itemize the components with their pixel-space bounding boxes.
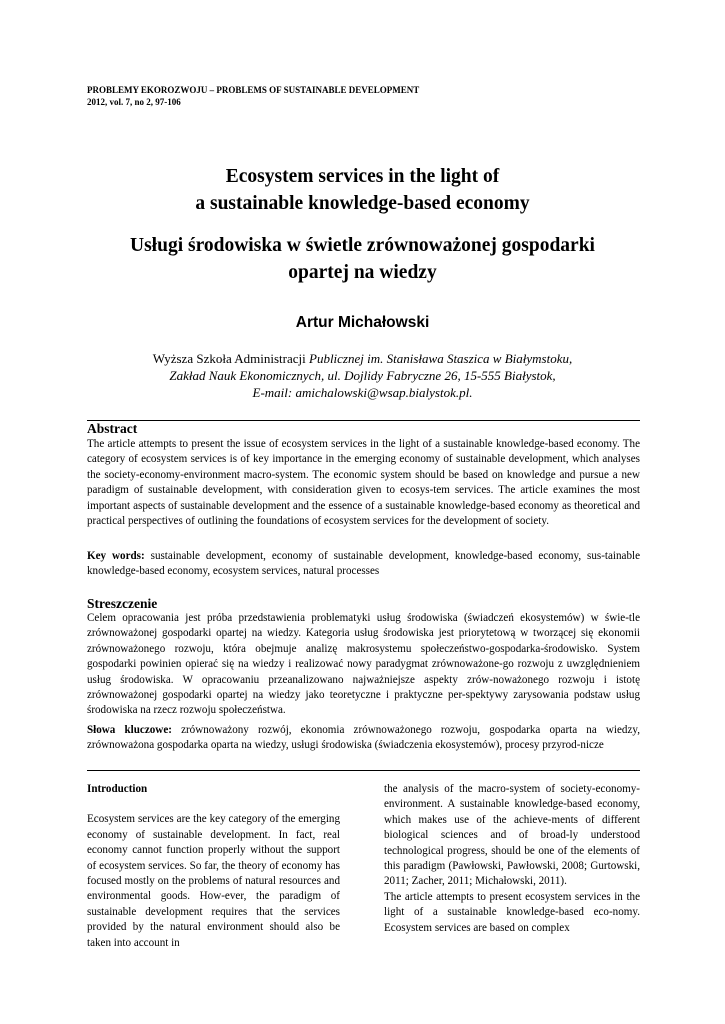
journal-name: PROBLEMY EKOROZWOJU – PROBLEMS OF SUSTAINABLE DEVELOPMENT bbox=[87, 85, 420, 95]
affiliation bbox=[0, 350, 725, 401]
divider bbox=[87, 420, 640, 421]
affiliation-line1-normal: Wyższa Szkoła Administracji bbox=[152, 351, 309, 366]
introduction-heading: Introduction bbox=[87, 783, 148, 795]
title-english-line2: a sustainable knowledge-based economy bbox=[195, 193, 530, 214]
keywords-label-pl: Słowa kluczowe: bbox=[87, 724, 172, 736]
divider bbox=[87, 770, 640, 771]
abstract-text: The article attempts to present the issue of ecosystem services in the light of a sustainable knowledge-based economy. The category of ecosystem services is of key importance in the emerging economy of sustainable development, which analyses the society-economy-environment macro-system. The economic system should be based on knowledge and pursue a new paradigm of sustainable development, with consideration given to ecosys-tem services. The article examines the most important aspects of sustainable development and the essence of a sustainable knowledge-based economy as theoretical and practical perspectives of outlining the foundations of ecosystem services for the development of society. bbox=[87, 438, 640, 528]
keywords-label: Key words: bbox=[87, 550, 145, 562]
keywords-text-pl: zrównoważony rozwój, ekonomia zrównoważonego rozwoju, gospodarka oparta na wiedzy, zrównoważona gospodarka oparta na wiedzy, usługi środowiska (świadczenia ekosystemów), procesy przyrod-nicze bbox=[87, 724, 640, 752]
title-polish bbox=[0, 232, 725, 286]
keywords-text: sustainable development, economy of sustainable development, knowledge-based economy, sus-tainable knowledge-based economy, ecosystem services, natural processes bbox=[87, 550, 641, 578]
streszczenie-heading: Streszczenie bbox=[87, 596, 158, 611]
intro-paragraph-3: The article attempts to present ecosystem services in the light of a sustainable knowledge-based eco-nomy. Ecosystem services are based on complex bbox=[384, 890, 640, 934]
title-english bbox=[0, 163, 725, 217]
affiliation-line2: Zakład Nauk Ekonomicznych, ul. Dojlidy Fabryczne 26, 15-555 Białystok, bbox=[169, 368, 556, 383]
journal-issue: 2012, vol. 7, no 2, 97-106 bbox=[87, 97, 181, 107]
journal-header bbox=[87, 84, 419, 108]
affiliation-email: E-mail: amichalowski@wsap.bialystok.pl. bbox=[252, 385, 473, 400]
affiliation-line1 bbox=[0, 350, 725, 367]
abstract-keywords bbox=[87, 549, 640, 580]
streszczenie-keywords bbox=[87, 723, 640, 754]
intro-paragraph-1: Ecosystem services are the key category of the emerging economy of sustainable development. In fact, real economy cannot function properly without the support of ecosystem services. So far, the theory of economy has focused mostly on the problems of natural resources and environmental goods. How-ever, the paradigm of sustainable development requires that the services provided by the natural environment should also be taken into account in bbox=[87, 813, 340, 949]
abstract-heading: Abstract bbox=[87, 421, 138, 436]
streszczenie-text: Celem opracowania jest próba przedstawienia problematyki usług środowiska (świadczeń ekosystemów) w świe-tle zrównoważonej gospodarki opartej na wiedzy. Kategoria usług środowiska jest priorytetową w tworzącej się ekonomii zrównoważonego rozwoju, która obejmuje analizę makrosystemu społeczeństwo-gospodarka-środowisko. System gospodarki powinien opierać się na wiedzy i realizować nowy paradygmat zrównoważone-go rozwoju z uwzględnieniem usług środowiska. W opracowaniu przeanalizowano najważniejsze aspekty zrów-noważonego rozwoju i istotę zrównoważonej gospodarki opartej na wiedzy jako teoretyczne i praktyczne per-spektywy zarysowania podstaw usług środowiska na rzecz rozwoju społeczeństwa. bbox=[87, 612, 640, 717]
title-polish-line1: Usługi środowiska w świetle zrównoważonej gospodarki bbox=[130, 235, 595, 256]
affiliation-line1-italic: Publicznej im. Stanisława Staszica w Białymstoku, bbox=[309, 351, 573, 366]
title-english-line1: Ecosystem services in the light of bbox=[225, 166, 500, 187]
title-polish-line2: opartej na wiedzy bbox=[288, 262, 437, 283]
author-name: Artur Michałowski bbox=[295, 314, 430, 331]
intro-column-right bbox=[384, 782, 640, 936]
intro-column-left bbox=[87, 782, 340, 951]
intro-paragraph-2: the analysis of the macro-system of society-economy-environment. A sustainable knowledge-based economy, which makes use of the achieve-ments of different biological sciences and of broad-ly understood technological progress, should be one of the elements of this paradigm (Pawłowski, Pawłowski, 2008; Gurtowski, 2011; Zacher, 2011; Michałowski, 2011). bbox=[384, 783, 640, 888]
